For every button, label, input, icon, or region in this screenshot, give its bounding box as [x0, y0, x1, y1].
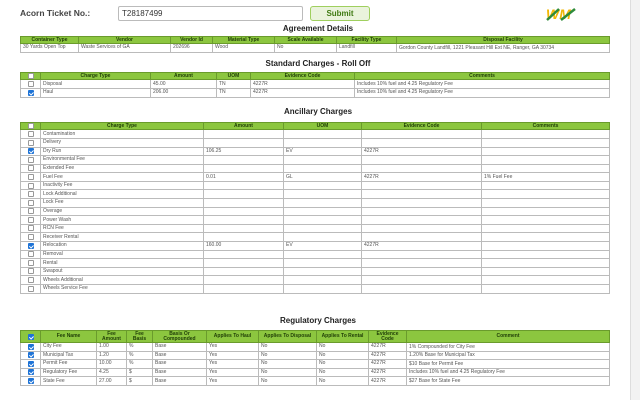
column-header-evidence-code: Evidence Code [369, 331, 407, 343]
row-select-cell [21, 130, 41, 139]
table-cell: 45.00 [151, 80, 217, 89]
table-cell: Waste Services of GA [79, 44, 171, 53]
table-cell: 4227R [362, 242, 482, 251]
table-cell: No [259, 343, 317, 352]
row-select-cell [21, 368, 41, 377]
row-checkbox[interactable] [28, 183, 34, 189]
table-cell [482, 156, 610, 165]
table-cell: Base [153, 351, 207, 360]
table-cell: Rental [41, 259, 204, 268]
table-cell [362, 233, 482, 242]
table-cell [362, 199, 482, 208]
table-cell [482, 130, 610, 139]
row-select-cell [21, 285, 41, 294]
row-select-cell [21, 267, 41, 276]
column-header-vendor-id: Vendor Id [171, 37, 213, 44]
table-row [21, 88, 610, 97]
table-cell [204, 164, 284, 173]
table-cell: Environmental Fee [41, 156, 204, 165]
row-select-cell [21, 343, 41, 352]
row-checkbox[interactable] [28, 191, 34, 197]
row-checkbox[interactable] [28, 352, 34, 358]
table-cell: 4227R [362, 147, 482, 156]
table-cell: GL [284, 173, 362, 182]
table-cell: Extended Fee [41, 164, 204, 173]
table-cell [204, 276, 284, 285]
table-cell [204, 250, 284, 259]
table-row [21, 242, 610, 251]
table-cell [482, 216, 610, 225]
table-cell: Gordon County Landfill, 1221 Pleasant Hill Ext NE, Ranger, GA 30734 [397, 44, 610, 53]
table-row [21, 343, 610, 352]
table-cell: 27.00 [97, 377, 127, 386]
table-row [21, 259, 610, 268]
row-select-cell [21, 377, 41, 386]
table-cell [362, 250, 482, 259]
column-header-vendor: Vendor [79, 37, 171, 44]
table-cell [362, 164, 482, 173]
table-cell: Disposal [41, 80, 151, 89]
row-checkbox[interactable] [28, 286, 34, 292]
table-cell: 202696 [171, 44, 213, 53]
row-checkbox[interactable] [28, 81, 34, 87]
table-cell [284, 156, 362, 165]
table-cell: No [317, 343, 369, 352]
column-header-comments: Comments [482, 123, 610, 130]
table-cell: Base [153, 368, 207, 377]
column-header-disposal-facility: Disposal Facility [397, 37, 610, 44]
table-cell [362, 190, 482, 199]
table-row [21, 224, 610, 233]
table-cell: No [259, 377, 317, 386]
table-cell [204, 130, 284, 139]
table-row [21, 173, 610, 182]
table-cell [284, 224, 362, 233]
table-cell: Yes [207, 343, 259, 352]
table-cell: Base [153, 360, 207, 369]
table-cell [204, 190, 284, 199]
table-cell: 160.00 [204, 242, 284, 251]
column-header-applies-to-disposal: Applies To Disposal [259, 331, 317, 343]
table-cell: Lock Fee [41, 199, 204, 208]
table-cell [204, 207, 284, 216]
table-cell: City Fee [41, 343, 97, 352]
table-cell [482, 285, 610, 294]
table-cell: % [127, 343, 153, 352]
table-cell: No [317, 360, 369, 369]
table-cell: Wheels Additional [41, 276, 204, 285]
table-cell [284, 233, 362, 242]
ancillary-charges-table [20, 122, 610, 294]
table-cell: Includes 10% fuel and 4.25 Regulatory Fee [407, 368, 610, 377]
table-row [21, 216, 610, 225]
table-cell [204, 216, 284, 225]
table-row [21, 285, 610, 294]
table-cell: Delivery [41, 138, 204, 147]
column-header-container-type: Container Type [21, 37, 79, 44]
table-cell [482, 250, 610, 259]
table-cell: Yes [207, 351, 259, 360]
agreement-title: Agreement Details [282, 24, 354, 33]
table-cell: Inactivity Fee [41, 181, 204, 190]
table-cell [204, 138, 284, 147]
row-checkbox[interactable] [28, 277, 34, 283]
row-select-cell [21, 276, 41, 285]
row-select-cell [21, 88, 41, 97]
table-cell: Wheels Service Fee [41, 285, 204, 294]
row-select-cell [21, 207, 41, 216]
ticket-input[interactable] [118, 6, 303, 21]
table-cell: 206.00 [151, 88, 217, 97]
table-cell [284, 207, 362, 216]
table-cell [362, 259, 482, 268]
table-cell: 4227R [369, 351, 407, 360]
table-row [21, 190, 610, 199]
table-cell: Permit Fee [41, 360, 97, 369]
table-cell: Yes [207, 368, 259, 377]
table-cell [284, 181, 362, 190]
ticket-label: Acorn Ticket No.: [20, 8, 91, 18]
column-header-evidence-code: Evidence Code [362, 123, 482, 130]
table-row [21, 164, 610, 173]
table-cell: Haul [41, 88, 151, 97]
row-checkbox[interactable] [28, 90, 34, 96]
table-cell [362, 276, 482, 285]
table-cell: No [275, 44, 337, 53]
table-row [21, 156, 610, 165]
table-cell: $ [127, 377, 153, 386]
row-select-cell [21, 242, 41, 251]
select-all-checkbox[interactable] [28, 73, 34, 79]
regulatory-charges-table [20, 330, 610, 386]
table-cell: 4227R [369, 343, 407, 352]
table-cell: No [317, 368, 369, 377]
table-cell [482, 242, 610, 251]
table-cell [204, 233, 284, 242]
table-cell: 1.20 [97, 351, 127, 360]
column-header-uom: UOM [284, 123, 362, 130]
column-header-fee-basis: Fee Basis [127, 331, 153, 343]
table-cell [284, 216, 362, 225]
wm-logo [545, 6, 581, 22]
row-checkbox[interactable] [28, 260, 34, 266]
row-select-cell [21, 233, 41, 242]
table-cell: Includes 10% fuel and 4.25 Regulatory Fee [355, 88, 610, 97]
table-cell: 4227R [251, 80, 355, 89]
row-checkbox[interactable] [28, 369, 34, 375]
table-cell: 1% Fuel Fee [482, 173, 610, 182]
row-checkbox[interactable] [28, 243, 34, 249]
table-cell [362, 224, 482, 233]
row-select-cell [21, 156, 41, 165]
table-cell: EV [284, 242, 362, 251]
column-header-material-type: Material Type [213, 37, 275, 44]
row-checkbox[interactable] [28, 157, 34, 163]
table-row [21, 80, 610, 89]
table-cell [482, 207, 610, 216]
table-cell: % [127, 360, 153, 369]
column-header-applies-to-rental: Applies To Rental [317, 331, 369, 343]
table-cell: Regulatory Fee [41, 368, 97, 377]
table-row [21, 368, 610, 377]
row-checkbox[interactable] [28, 268, 34, 274]
table-cell: 0.01 [204, 173, 284, 182]
row-checkbox[interactable] [28, 361, 34, 367]
table-row [21, 377, 610, 386]
table-row [21, 267, 610, 276]
table-row [21, 130, 610, 139]
ticket-bar [20, 6, 620, 22]
table-cell: 4227R [369, 368, 407, 377]
row-select-cell [21, 80, 41, 89]
table-cell [204, 285, 284, 294]
table-row [21, 44, 610, 53]
table-cell [362, 216, 482, 225]
select-all-checkbox[interactable] [28, 123, 34, 129]
table-cell: Overage [41, 207, 204, 216]
column-header-amount: Amount [204, 123, 284, 130]
row-checkbox[interactable] [28, 148, 34, 154]
table-cell: Yes [207, 377, 259, 386]
table-row [21, 250, 610, 259]
table-cell: 4227R [362, 173, 482, 182]
table-cell [482, 233, 610, 242]
select-all-header [21, 331, 41, 343]
row-checkbox[interactable] [28, 174, 34, 180]
row-select-cell [21, 224, 41, 233]
table-cell: No [259, 360, 317, 369]
wm-logo-text: WM [546, 6, 571, 22]
table-row [21, 233, 610, 242]
table-cell [362, 207, 482, 216]
row-select-cell [21, 259, 41, 268]
row-checkbox[interactable] [28, 208, 34, 214]
regulatory-title: Regulatory Charges [279, 316, 357, 325]
table-cell: 4227R [251, 88, 355, 97]
table-cell: 10.00 [97, 360, 127, 369]
row-select-cell [21, 360, 41, 369]
table-cell: No [317, 377, 369, 386]
table-cell: Lock Additional [41, 190, 204, 199]
row-select-cell [21, 190, 41, 199]
table-cell [482, 164, 610, 173]
table-cell: No [259, 351, 317, 360]
column-header-applies-to-haul: Applies To Haul [207, 331, 259, 343]
table-cell [284, 250, 362, 259]
column-header-fee-name: Fee Name [41, 331, 97, 343]
table-cell: Contamination [41, 130, 204, 139]
table-cell [204, 224, 284, 233]
table-cell [362, 138, 482, 147]
table-cell [284, 190, 362, 199]
table-cell: 4227R [369, 377, 407, 386]
table-row [21, 147, 610, 156]
row-select-cell [21, 250, 41, 259]
table-cell: Landfill [337, 44, 397, 53]
table-cell: 30 Yards Open Top [21, 44, 79, 53]
row-checkbox[interactable] [28, 165, 34, 171]
table-cell: No [317, 351, 369, 360]
table-cell: Fuel Fee [41, 173, 204, 182]
table-cell: Swapout [41, 267, 204, 276]
table-cell: 4227R [369, 360, 407, 369]
table-cell: Removal [41, 250, 204, 259]
table-cell: Base [153, 343, 207, 352]
row-checkbox[interactable] [28, 344, 34, 350]
table-cell: EV [284, 147, 362, 156]
table-row [21, 138, 610, 147]
table-row [21, 199, 610, 208]
table-cell [482, 224, 610, 233]
table-cell [204, 267, 284, 276]
table-cell [362, 181, 482, 190]
table-cell [362, 156, 482, 165]
row-select-cell [21, 351, 41, 360]
table-cell: Relocation [41, 242, 204, 251]
ancillary-title: Ancillary Charges [283, 107, 353, 116]
select-all-checkbox[interactable] [28, 334, 34, 340]
row-checkbox[interactable] [28, 225, 34, 231]
table-cell: Includes 10% fuel and 4.25 Regulatory Fee [355, 80, 610, 89]
agreement-table [20, 36, 610, 53]
column-header-charge-type: Charge Type [41, 73, 151, 80]
table-row [21, 207, 610, 216]
table-cell: % [127, 351, 153, 360]
table-cell: TN [217, 80, 251, 89]
table-cell [362, 130, 482, 139]
table-cell [482, 267, 610, 276]
table-cell: 106.25 [204, 147, 284, 156]
row-select-cell [21, 199, 41, 208]
table-row [21, 181, 610, 190]
row-select-cell [21, 173, 41, 182]
table-cell [362, 285, 482, 294]
table-row [21, 360, 610, 369]
table-cell [284, 259, 362, 268]
standard-charges-table [20, 72, 610, 98]
row-select-cell [21, 181, 41, 190]
row-checkbox[interactable] [28, 131, 34, 137]
table-cell: 1.20% Base for Municipal Tax [407, 351, 610, 360]
table-cell: Receiver Rental [41, 233, 204, 242]
table-cell: $10 Base for Permit Fee [407, 360, 610, 369]
table-cell [482, 259, 610, 268]
table-cell: Wood [213, 44, 275, 53]
row-checkbox[interactable] [28, 217, 34, 223]
table-cell [204, 181, 284, 190]
row-checkbox[interactable] [28, 140, 34, 146]
table-cell [482, 181, 610, 190]
row-select-cell [21, 164, 41, 173]
row-select-cell [21, 147, 41, 156]
row-checkbox[interactable] [28, 234, 34, 240]
table-cell [284, 130, 362, 139]
row-checkbox[interactable] [28, 200, 34, 206]
table-cell [284, 199, 362, 208]
table-cell [482, 190, 610, 199]
table-cell [362, 267, 482, 276]
table-row [21, 276, 610, 285]
column-header-evidence-code: Evidence Code [251, 73, 355, 80]
column-header-charge-type: Charge Type [41, 123, 204, 130]
table-cell: State Fee [41, 377, 97, 386]
column-header-basis-or-compounded: Basis Or Compounded [153, 331, 207, 343]
submit-button[interactable]: Submit [310, 6, 370, 21]
standard-title: Standard Charges - Roll Off [265, 59, 371, 68]
table-cell: $ [127, 368, 153, 377]
table-cell [284, 164, 362, 173]
column-header-uom: UOM [217, 73, 251, 80]
table-cell [204, 199, 284, 208]
column-header-facility-type: Facility Type [337, 37, 397, 44]
table-cell: 1% Compounded for City Fee [407, 343, 610, 352]
select-all-header [21, 73, 41, 80]
table-cell [482, 199, 610, 208]
column-header-fee-amount: Fee Amount [97, 331, 127, 343]
row-select-cell [21, 216, 41, 225]
table-cell: RCN Fee [41, 224, 204, 233]
table-cell: Municipal Tax [41, 351, 97, 360]
table-row [21, 351, 610, 360]
table-cell [204, 259, 284, 268]
table-cell: Dry Run [41, 147, 204, 156]
table-cell: Base [153, 377, 207, 386]
table-cell [482, 147, 610, 156]
table-cell: 4.25 [97, 368, 127, 377]
table-cell: $27 Base for State Fee [407, 377, 610, 386]
row-select-cell [21, 138, 41, 147]
table-cell: Power Wash [41, 216, 204, 225]
table-cell [284, 276, 362, 285]
table-cell: No [259, 368, 317, 377]
row-checkbox[interactable] [28, 251, 34, 257]
table-cell [482, 138, 610, 147]
column-header-amount: Amount [151, 73, 217, 80]
table-cell: Yes [207, 360, 259, 369]
row-checkbox[interactable] [28, 378, 34, 384]
column-header-comment: Comment [407, 331, 610, 343]
table-cell [284, 138, 362, 147]
table-cell [204, 156, 284, 165]
column-header-comments: Comments [355, 73, 610, 80]
table-cell [482, 276, 610, 285]
select-all-header [21, 123, 41, 130]
scrollbar-track[interactable] [630, 0, 640, 400]
table-cell: TN [217, 88, 251, 97]
table-cell [284, 267, 362, 276]
table-cell: 1.00 [97, 343, 127, 352]
column-header-scale-available: Scale Available [275, 37, 337, 44]
table-cell [284, 285, 362, 294]
